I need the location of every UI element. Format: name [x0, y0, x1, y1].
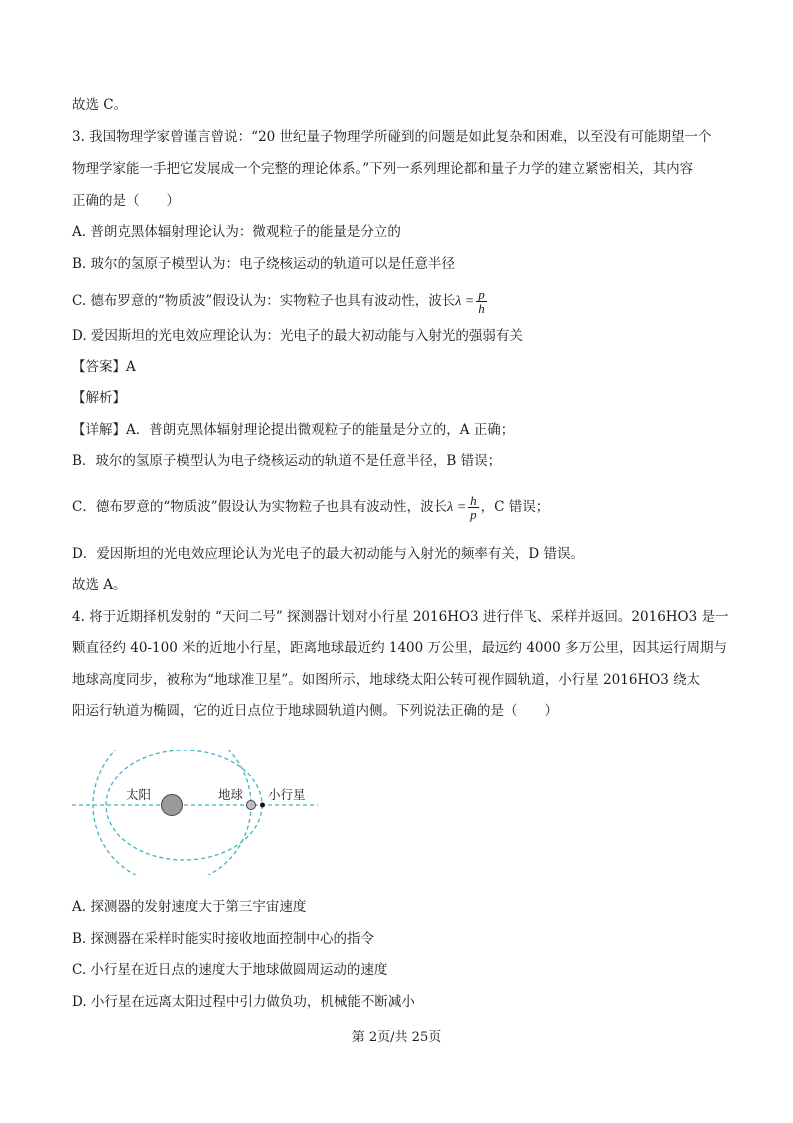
answer-label: 【答案】A [72, 359, 136, 375]
analysis-d: D．爱因斯坦的光电效应理论认为光电子的最大初动能与入射光的频率有关，D 错误。 [72, 546, 584, 562]
text-line: 故选 C。 [72, 97, 128, 113]
sun-icon [162, 795, 183, 816]
option-a: A. 普朗克黑体辐射理论认为：微观粒子的能量是分立的 [72, 224, 401, 240]
fraction-numerator: p [478, 287, 485, 302]
analysis-c-text: C．德布罗意的“物质波”假设认为实物粒子也具有波动性，波长 [72, 499, 448, 515]
fraction-numerator: h [470, 493, 477, 508]
analysis-b: B．玻尔的氢原子模型认为电子绕核运动的轨道不是任意半径，B 错误； [72, 453, 502, 469]
lambda-symbol: λ = [455, 294, 475, 309]
question-3-stem: 3. 我国物理学家曾谨言曾说：“20 世纪量子物理学所碰到的问题是如此复杂和困难，以至没有可能期望一个 [72, 129, 712, 145]
wavelength-fraction [468, 494, 479, 521]
text-line: 故选 A。 [72, 577, 127, 593]
question-4-stem-end: 阳运行轨道为椭圆，它的近日点位于地球圆轨道内侧。下列说法正确的是（ ） [72, 703, 558, 719]
analysis-c [72, 494, 549, 521]
asteroid-label: 小行星 [268, 787, 306, 802]
question-4-stem-cont: 地球高度同步，被称为“地球准卫星”。如图所示，地球绕太阳公转可视作圆轨道，小行星 2016HO3 绕太 [72, 672, 701, 688]
option-c [72, 288, 489, 315]
option-b: B. 玻尔的氢原子模型认为：电子绕核运动的轨道可以是任意半径 [72, 256, 456, 272]
analysis-label: 【解析】 [72, 390, 126, 406]
analysis-a: 【详解】A．普朗克黑体辐射理论提出微观粒子的能量是分立的，A 正确； [72, 422, 515, 438]
wavelength-fraction [476, 288, 487, 315]
fraction-denominator: p [470, 507, 477, 522]
lambda-symbol: λ = [447, 500, 467, 515]
sun-label: 太阳 [126, 787, 152, 802]
analysis-c-verdict: ，C 错误； [480, 499, 550, 515]
option-c-text: C. 德布罗意的“物质波”假设认为：实物粒子也具有波动性，波长 [72, 293, 456, 309]
option-c: C. 小行星在近日点的速度大于地球做圆周运动的速度 [72, 962, 388, 978]
option-b: B. 探测器在采样时能实时接收地面控制中心的指令 [72, 931, 375, 947]
page-footer: 第 2页/共 25页 [351, 1030, 442, 1045]
option-a: A. 探测器的发射速度大于第三宇宙速度 [72, 899, 307, 915]
option-d: D. 小行星在远离太阳过程中引力做负功，机械能不断减小 [72, 994, 415, 1010]
fraction-denominator: h [478, 301, 485, 316]
question-3-stem-cont: 物理学家能一手把它发展成一个完整的理论体系。”下列一系列理论都和量子力学的建立紧密相关，其内容 [72, 161, 694, 177]
question-4-stem: 4. 将于近期择机发射的 “天问二号” 探测器计划对小行星 2016HO3 进行伴飞、采样并返回。2016HO3 是一 [72, 609, 729, 625]
question-4-stem-cont: 颗直径约 40-100 米的近地小行星，距离地球最近约 1400 万公里，最远约 4000 多万公里，因其运行周期与 [72, 640, 727, 656]
earth-icon [247, 801, 256, 810]
orbit-diagram [70, 750, 320, 875]
question-3-stem-end: 正确的是（ ） [72, 193, 180, 209]
option-d: D. 爱因斯坦的光电效应理论认为：光电子的最大初动能与入射光的强弱有关 [72, 328, 523, 344]
earth-label: 地球 [218, 787, 244, 802]
asteroid-icon [260, 803, 265, 808]
